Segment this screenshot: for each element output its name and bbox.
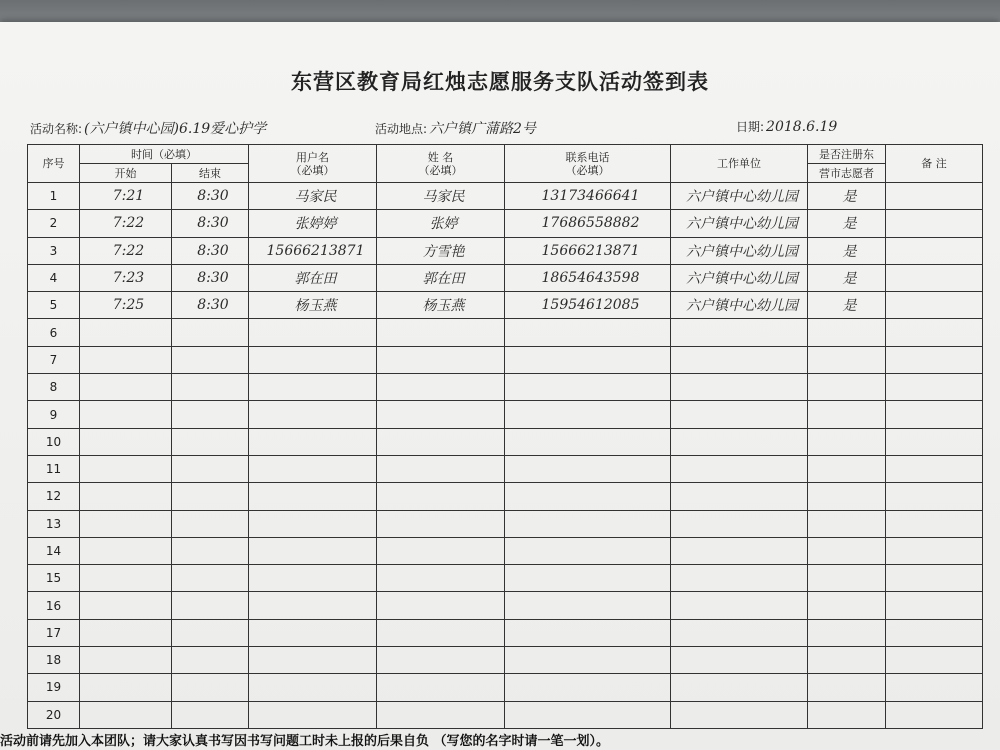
cell-name [377, 401, 505, 428]
cell-work-unit [671, 701, 808, 728]
cell-phone [505, 592, 671, 619]
cell-end-time [172, 674, 249, 701]
cell-remarks [886, 264, 983, 291]
header-name-required: （必填） [418, 163, 463, 177]
header-phone-label: 联系电话 [565, 150, 610, 164]
cell-end-time [172, 619, 249, 646]
cell-username [249, 374, 377, 401]
cell-start-time [80, 647, 172, 674]
header-registered: 是否注册东 [808, 145, 886, 164]
cell-remarks [886, 401, 983, 428]
cell-end-time: 8:30 [172, 183, 249, 210]
cell-work-unit: 六户镇中心幼儿园 [671, 210, 808, 237]
cell-row-number: 2 [28, 210, 80, 237]
cell-remarks [886, 374, 983, 401]
cell-end-time [172, 701, 249, 728]
cell-work-unit [671, 510, 808, 537]
cell-name [377, 483, 505, 510]
cell-work-unit [671, 674, 808, 701]
cell-phone [505, 346, 671, 373]
cell-end-time [172, 346, 249, 373]
date-value: 2018.6.19 [766, 119, 838, 135]
cell-phone [505, 674, 671, 701]
cell-name: 郭在田 [377, 264, 505, 291]
cell-work-unit [671, 619, 808, 646]
cell-start-time [80, 346, 172, 373]
cell-work-unit [671, 455, 808, 482]
header-remarks: 备 注 [886, 145, 983, 183]
cell-username [249, 483, 377, 510]
cell-row-number: 17 [28, 619, 80, 646]
header-phone-required: （必填） [565, 163, 610, 177]
cell-start-time [80, 319, 172, 346]
cell-remarks [886, 510, 983, 537]
cell-work-unit: 六户镇中心幼儿园 [671, 292, 808, 319]
cell-username [249, 647, 377, 674]
cell-username [249, 319, 377, 346]
location-value: 六户镇广蒲路2号 [429, 121, 536, 137]
cell-registered [808, 592, 886, 619]
cell-start-time: 7:21 [80, 183, 172, 210]
table-row [28, 592, 983, 619]
cell-phone: 17686558882 [505, 210, 671, 237]
header-name-label: 姓 名 [427, 150, 454, 164]
cell-name [377, 701, 505, 728]
cell-phone [505, 647, 671, 674]
cell-remarks [886, 483, 983, 510]
table-row [28, 210, 983, 237]
header-name [377, 145, 505, 183]
cell-remarks [886, 428, 983, 455]
cell-remarks [886, 292, 983, 319]
footer-note: 活动前请先加入本团队；请大家认真书写因书写问题工时未上报的后果自负 （写您的名字时请一笔一划）。 [0, 734, 610, 749]
header-username-required: （必填） [290, 163, 335, 177]
cell-remarks [886, 565, 983, 592]
cell-start-time [80, 592, 172, 619]
cell-username: 杨玉燕 [249, 292, 377, 319]
cell-start-time [80, 619, 172, 646]
cell-username: 15666213871 [249, 237, 377, 264]
cell-phone: 15666213871 [505, 237, 671, 264]
cell-remarks [886, 210, 983, 237]
cell-name [377, 537, 505, 564]
cell-end-time: 8:30 [172, 237, 249, 264]
cell-registered [808, 537, 886, 564]
cell-row-number: 15 [28, 565, 80, 592]
cell-row-number: 12 [28, 483, 80, 510]
cell-phone [505, 537, 671, 564]
cell-end-time [172, 537, 249, 564]
cell-row-number: 16 [28, 592, 80, 619]
header-phone [505, 145, 671, 183]
cell-start-time [80, 565, 172, 592]
table-row [28, 565, 983, 592]
cell-row-number: 11 [28, 455, 80, 482]
cell-work-unit [671, 647, 808, 674]
cell-registered [808, 510, 886, 537]
table-row [28, 455, 983, 482]
cell-username: 马家民 [249, 183, 377, 210]
cell-name: 杨玉燕 [377, 292, 505, 319]
cell-work-unit [671, 428, 808, 455]
cell-registered [808, 483, 886, 510]
cell-name: 马家民 [377, 183, 505, 210]
header-username-label: 用户名 [296, 150, 329, 164]
cell-work-unit [671, 592, 808, 619]
cell-end-time [172, 565, 249, 592]
cell-row-number: 5 [28, 292, 80, 319]
cell-start-time [80, 674, 172, 701]
cell-name [377, 619, 505, 646]
cell-phone [505, 619, 671, 646]
cell-name [377, 592, 505, 619]
cell-work-unit: 六户镇中心幼儿园 [671, 237, 808, 264]
cell-remarks [886, 701, 983, 728]
cell-registered: 是 [808, 264, 886, 291]
cell-registered: 是 [808, 210, 886, 237]
cell-phone [505, 401, 671, 428]
cell-phone [505, 701, 671, 728]
cell-username [249, 537, 377, 564]
cell-name [377, 319, 505, 346]
cell-row-number: 8 [28, 374, 80, 401]
table-row [28, 619, 983, 646]
cell-start-time [80, 401, 172, 428]
cell-row-number: 3 [28, 237, 80, 264]
location-label: 活动地点: [375, 122, 428, 136]
cell-end-time [172, 647, 249, 674]
cell-username [249, 455, 377, 482]
cell-remarks [886, 237, 983, 264]
cell-row-number: 9 [28, 401, 80, 428]
cell-username [249, 592, 377, 619]
cell-row-number: 7 [28, 346, 80, 373]
cell-start-time [80, 374, 172, 401]
header-time: 时间（必填） [80, 145, 249, 164]
cell-remarks [886, 647, 983, 674]
cell-row-number: 13 [28, 510, 80, 537]
cell-registered [808, 319, 886, 346]
cell-start-time [80, 510, 172, 537]
cell-end-time: 8:30 [172, 264, 249, 291]
cell-start-time [80, 537, 172, 564]
table-row [28, 701, 983, 728]
cell-end-time [172, 319, 249, 346]
cell-name: 张婷 [377, 210, 505, 237]
cell-remarks [886, 455, 983, 482]
table-row [28, 237, 983, 264]
cell-remarks [886, 619, 983, 646]
cell-row-number: 4 [28, 264, 80, 291]
cell-registered [808, 674, 886, 701]
cell-start-time: 7:25 [80, 292, 172, 319]
activity-date [736, 118, 837, 135]
cell-phone: 18654643598 [505, 264, 671, 291]
cell-username: 张婷婷 [249, 210, 377, 237]
table-row [28, 674, 983, 701]
paper-sheet [0, 22, 1000, 750]
cell-registered [808, 647, 886, 674]
cell-start-time [80, 428, 172, 455]
cell-work-unit [671, 346, 808, 373]
cell-registered [808, 565, 886, 592]
cell-start-time [80, 483, 172, 510]
cell-phone [505, 319, 671, 346]
cell-registered: 是 [808, 237, 886, 264]
cell-start-time [80, 701, 172, 728]
cell-end-time: 8:30 [172, 210, 249, 237]
activity-name [30, 118, 266, 138]
cell-remarks [886, 537, 983, 564]
cell-phone [505, 428, 671, 455]
cell-name [377, 647, 505, 674]
cell-row-number: 10 [28, 428, 80, 455]
cell-phone [505, 510, 671, 537]
date-label: 日期: [736, 120, 765, 134]
header-unit: 工作单位 [671, 145, 808, 183]
cell-start-time: 7:22 [80, 237, 172, 264]
cell-work-unit [671, 374, 808, 401]
table-row [28, 428, 983, 455]
cell-work-unit [671, 565, 808, 592]
cell-row-number: 14 [28, 537, 80, 564]
header-start: 开始 [80, 164, 172, 183]
cell-end-time [172, 510, 249, 537]
cell-registered [808, 374, 886, 401]
cell-end-time [172, 455, 249, 482]
table-row [28, 510, 983, 537]
cell-work-unit: 六户镇中心幼儿园 [671, 183, 808, 210]
cell-end-time [172, 428, 249, 455]
cell-start-time: 7:22 [80, 210, 172, 237]
cell-username [249, 674, 377, 701]
cell-registered [808, 428, 886, 455]
table-row [28, 292, 983, 319]
cell-name: 方雪艳 [377, 237, 505, 264]
cell-start-time [80, 455, 172, 482]
cell-name [377, 374, 505, 401]
cell-end-time: 8:30 [172, 292, 249, 319]
cell-work-unit [671, 319, 808, 346]
cell-registered [808, 701, 886, 728]
table-row [28, 374, 983, 401]
cell-registered [808, 401, 886, 428]
cell-remarks [886, 319, 983, 346]
activity-name-label: 活动名称: [30, 122, 83, 136]
table-row [28, 647, 983, 674]
table-row [28, 183, 983, 210]
cell-phone [505, 455, 671, 482]
cell-name [377, 455, 505, 482]
cell-phone: 13173466641 [505, 183, 671, 210]
cell-end-time [172, 401, 249, 428]
cell-work-unit [671, 537, 808, 564]
activity-location [375, 118, 536, 138]
header-username [249, 145, 377, 183]
header-no: 序号 [28, 145, 80, 183]
cell-username [249, 401, 377, 428]
cell-name [377, 674, 505, 701]
cell-registered: 是 [808, 292, 886, 319]
cell-remarks [886, 346, 983, 373]
header-end: 结束 [172, 164, 249, 183]
cell-start-time: 7:23 [80, 264, 172, 291]
cell-row-number: 20 [28, 701, 80, 728]
cell-phone [505, 374, 671, 401]
cell-end-time [172, 374, 249, 401]
cell-phone [505, 565, 671, 592]
cell-remarks [886, 592, 983, 619]
table-row [28, 264, 983, 291]
signin-table [27, 144, 983, 729]
table-row [28, 537, 983, 564]
cell-row-number: 1 [28, 183, 80, 210]
cell-row-number: 19 [28, 674, 80, 701]
cell-remarks [886, 674, 983, 701]
cell-username [249, 510, 377, 537]
cell-username [249, 346, 377, 373]
cell-registered [808, 455, 886, 482]
cell-name [377, 565, 505, 592]
cell-username [249, 428, 377, 455]
table-row [28, 346, 983, 373]
cell-row-number: 6 [28, 319, 80, 346]
cell-username [249, 619, 377, 646]
cell-registered [808, 346, 886, 373]
cell-username: 郭在田 [249, 264, 377, 291]
activity-name-value: (六户镇中心园)6.19爱心护学 [84, 121, 267, 137]
sheet-title: 东营区教育局红烛志愿服务支队活动签到表 [291, 69, 709, 94]
cell-row-number: 18 [28, 647, 80, 674]
cell-phone: 15954612085 [505, 292, 671, 319]
header-registered-line2: 营市志愿者 [808, 164, 886, 183]
cell-work-unit: 六户镇中心幼儿园 [671, 264, 808, 291]
cell-remarks [886, 183, 983, 210]
table-body [28, 183, 983, 729]
cell-registered [808, 619, 886, 646]
table-row [28, 483, 983, 510]
cell-registered: 是 [808, 183, 886, 210]
cell-name [377, 428, 505, 455]
cell-work-unit [671, 483, 808, 510]
cell-username [249, 701, 377, 728]
table-row [28, 319, 983, 346]
cell-end-time [172, 483, 249, 510]
cell-name [377, 510, 505, 537]
cell-work-unit [671, 401, 808, 428]
table-row [28, 401, 983, 428]
cell-username [249, 565, 377, 592]
cell-phone [505, 483, 671, 510]
cell-name [377, 346, 505, 373]
cell-end-time [172, 592, 249, 619]
